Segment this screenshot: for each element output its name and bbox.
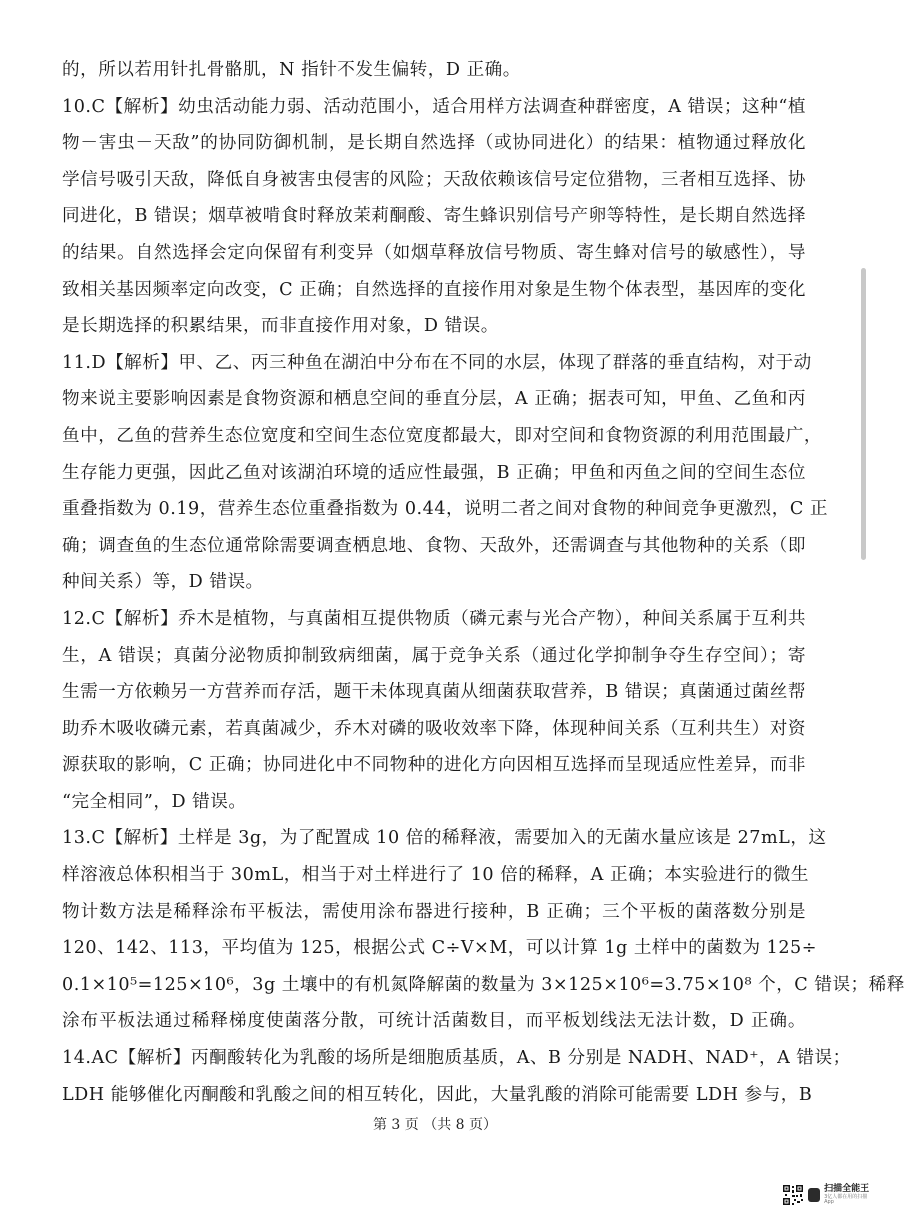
text-line: 助乔木吸收磷元素，若真菌减少，乔木对磷的吸收效率下降，体现种间关系（互利共生）对资 (62, 718, 806, 739)
text-line: 鱼中，乙鱼的营养生态位宽度和空间生态位宽度都最大，即对空间和食物资源的利用范围最广， (62, 425, 822, 446)
text-line: 的，所以若用针扎骨骼肌，N 指针不发生偏转，D 正确。 (62, 60, 521, 80)
watermark-text (824, 1185, 870, 1205)
text-line: 样溶液总体积相当于 30mL，相当于对土样进行了 10 倍的稀释，A 正确；本实验进行的微生 (62, 865, 810, 886)
text-line: “完全相同”，D 错误。 (62, 791, 247, 812)
text-line: 生，A 错误；真菌分泌物质抑制致病细菌，属于竞争关系（通过化学抑制争夺生存空间）；寄 (62, 645, 806, 666)
text-line: 学信号吸引天敌，降低自身被害虫侵害的风险；天敌依赖该信号定位猎物，三者相互选择、协 (62, 169, 806, 190)
text-line: 13.C【解析】土样是 3g，为了配置成 10 倍的稀释液，需要加入的无菌水量应该是 27mL，这 (62, 828, 827, 849)
text-line: 是长期选择的积累结果，而非直接作用对象，D 错误。 (62, 316, 499, 337)
text-line: 10.C【解析】幼虫活动能力弱、活动范围小，适合用样方法调查种群密度，A 错误；这种“植 (62, 96, 806, 117)
text-line: 种间关系）等，D 错误。 (62, 572, 264, 593)
qr-code-icon (782, 1184, 804, 1206)
text-line: 物－害虫－天敌”的协同防御机制，是长期自然选择（或协同进化）的结果：植物通过释放化 (62, 133, 806, 154)
text-line: 致相关基因频率定向改变，C 正确；自然选择的直接作用对象是生物个体表型，基因库的变化 (62, 279, 806, 300)
text-line: 源获取的影响，C 正确；协同进化中不同物种的进化方向因相互选择而呈现适应性差异，而非 (62, 755, 806, 776)
watermark-title: 扫描全能王 (824, 1184, 870, 1194)
text-line: 12.C【解析】乔木是植物，与真菌相互提供物质（磷元素与光合产物），种间关系属于互利共 (62, 608, 806, 629)
scanner-watermark (782, 1182, 870, 1208)
text-line: 物计数方法是稀释涂布平板法，需使用涂布器进行接种，B 正确；三个平板的菌落数分别是 (62, 901, 806, 922)
text-line: 涂布平板法通过稀释梯度使菌落分散，可统计活菌数目，而平板划线法无法计数，D 正确。 (62, 1011, 806, 1032)
text-line: 0.1×10⁵=125×10⁶，3g 土壤中的有机氮降解菌的数量为 3×125×10⁶=3.75×10⁸ 个，C 错误；稀释 (62, 974, 905, 995)
text-line: 120、142、113，平均值为 125，根据公式 C÷V×M，可以计算 1g 土样中的菌数为 125÷ (62, 938, 817, 959)
text-line: 同进化，B 错误；烟草被啃食时释放茉莉酮酸、寄生蜂识别信号产卵等特性，是长期自然选择 (62, 206, 806, 227)
text-line: 确；调查鱼的生态位通常除需要调查栖息地、食物、天敌外，还需调查与其他物种的关系（即 (62, 535, 806, 556)
vertical-scrollbar[interactable] (861, 268, 866, 560)
text-line: 的结果。自然选择会定向保留有利变异（如烟草释放信号物质、寄生蜂对信号的敏感性），导 (62, 242, 806, 263)
page-number-footer: 第 3 页 （共 8 页） (372, 1117, 498, 1133)
text-line: 物来说主要影响因素是食物资源和栖息空间的垂直分层，A 正确；据表可知，甲鱼、乙鱼和丙 (62, 389, 806, 410)
answer-explanation-text (62, 52, 905, 1113)
text-line: 生需一方依赖另一方营养而存活，题干未体现真菌从细菌获取营养，B 错误；真菌通过菌丝帮 (62, 682, 806, 703)
text-line: 生存能力更强，因此乙鱼对该湖泊环境的适应性最强，B 正确；甲鱼和丙鱼之间的空间生态位 (62, 462, 806, 483)
text-line: 11.D【解析】甲、乙、丙三种鱼在湖泊中分布在不同的水层，体现了群落的垂直结构，对于动 (62, 352, 812, 373)
text-line: 重叠指数为 0.19，营养生态位重叠指数为 0.44，说明二者之间对食物的种间竞争更激烈，C 正 (62, 499, 828, 520)
text-line: 14.AC【解析】丙酮酸转化为乳酸的场所是细胞质基质，A、B 分别是 NADH、NAD⁺，A 错误； (62, 1048, 851, 1069)
watermark-subtitle: 3亿人都在用的扫描App (824, 1194, 868, 1205)
camscanner-logo-icon (808, 1188, 820, 1202)
text-line: LDH 能够催化丙酮酸和乳酸之间的相互转化，因此，大量乳酸的消除可能需要 LDH 参与，B (62, 1084, 813, 1105)
